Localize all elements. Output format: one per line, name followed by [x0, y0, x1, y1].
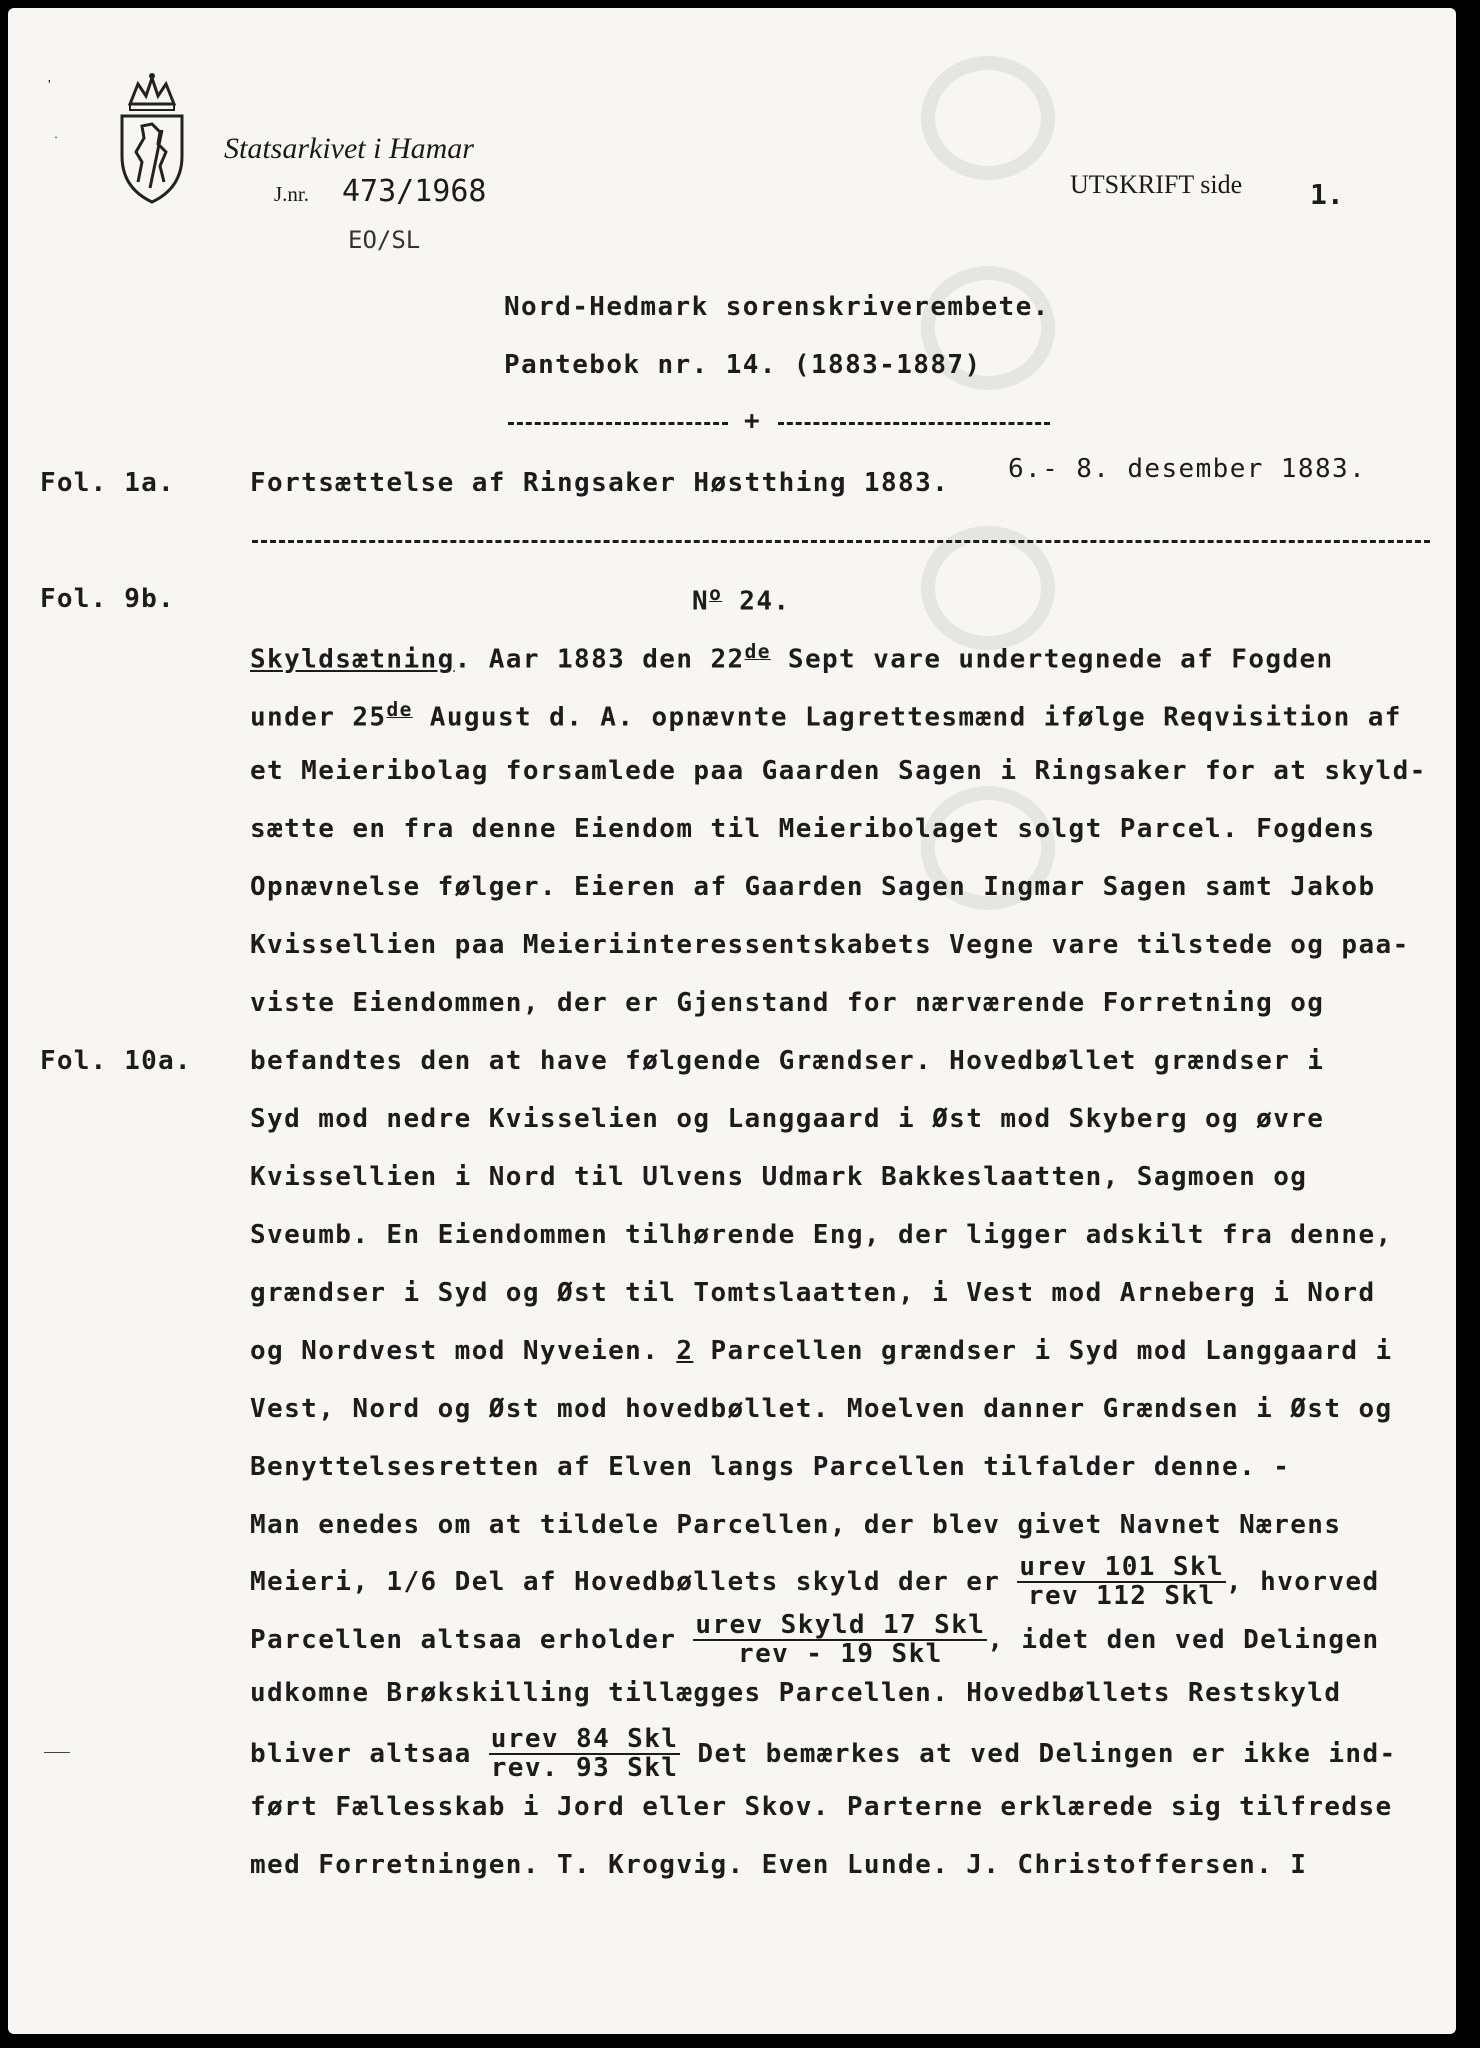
session-title: Fortsættelse af Ringsaker Høstthing 1883. [250, 468, 950, 498]
folio-9b: Fol. 9b. [40, 584, 175, 614]
text-line-18: Parcellen altsaa erholder $\frac{\text{urev Skyld 17 Skl}}{\text{rev - 19 Skl}}$ , idet den ved Delingen [250, 1610, 1380, 1670]
folio-1a: Fol. 1a. [40, 468, 175, 498]
text-line-1: Skyldsætning. Aar 1883 den 22de Sept vare undertegnede af Fogden [250, 640, 1334, 675]
signature-initials: EO/SL [348, 226, 421, 254]
text-line-16: Man enedes om at tildele Parcellen, der blev givet Navnet Nærens [250, 1510, 1342, 1540]
coat-of-arms-icon [116, 70, 188, 210]
paper-sheet [8, 8, 1456, 2034]
text-line-20: bliver altsaa $\frac{\text{urev 84 Skl}}{\text{rev. 93 Skl}}$ Det bemærkes at ved Delingen er ikke ind- [250, 1724, 1397, 1784]
text-line-8: befandtes den at have følgende Grændser. Hovedbøllet grændser i [250, 1046, 1325, 1076]
text-line-5: Opnævnelse følger. Eieren af Gaarden Sagen Ingmar Sagen samt Jakob [250, 872, 1376, 902]
journal-number: 473/1968 [342, 174, 487, 209]
text-line-4: sætte en fra denne Eiendom til Meieribolaget solgt Parcel. Fogdens [250, 814, 1376, 844]
text-line-9: Syd mod nedre Kvisselien og Langgaard i Øst mod Skyberg og øvre [250, 1104, 1325, 1134]
text-line-22: med Forretningen. T. Krogvig. Even Lunde. J. Christoffersen. I [250, 1850, 1308, 1880]
title-divider-left [508, 422, 728, 425]
title-divider-cross: + [744, 406, 762, 436]
office-title: Nord-Hedmark sorenskriverembete. [504, 292, 1050, 322]
mortgage-book-title: Pantebok nr. 14. (1883-1887) [504, 350, 982, 380]
text-line-7: viste Eiendommen, der er Gjenstand for nærværende Forretning og [250, 988, 1325, 1018]
text-line-10: Kvissellien i Nord til Ulvens Udmark Bakkeslaatten, Sagmoen og [250, 1162, 1308, 1192]
text-line-19: udkomne Brøkskilling tillægges Parcellen. Hovedbøllets Restskyld [250, 1678, 1342, 1708]
margin-tick [44, 1752, 70, 1753]
text-line-14: Vest, Nord og Øst mod hovedbøllet. Moelven danner Grændsen i Øst og [250, 1394, 1393, 1424]
fraction-parcel-skyld: $\frac{\text{urev Skyld 17 Skl}}{\text{rev - 19 Skl}}$ [695, 1610, 986, 1670]
page-number: 1. [1310, 178, 1344, 211]
text-line-15: Benyttelsesretten af Elven langs Parcellen tilfalder denne. - [250, 1452, 1291, 1482]
text-line-12: grændser i Syd og Øst til Tomtslaatten, i Vest mod Arneberg i Nord [250, 1278, 1376, 1308]
text-line-21: ført Fællesskab i Jord eller Skov. Parterne erklærede sig tilfredse [250, 1792, 1393, 1822]
journal-label: J.nr. [274, 182, 310, 206]
title-divider-right [778, 422, 1050, 425]
folio-10a: Fol. 10a. [40, 1046, 192, 1076]
fraction-rest-skyld: $\frac{\text{urev 84 Skl}}{\text{rev. 93 Skl}}$ [490, 1724, 679, 1784]
archive-name: Statsarkivet i Hamar [224, 132, 474, 165]
text-line-3: et Meieribolag forsamlede paa Gaarden Sagen i Ringsaker for at skyld- [250, 756, 1427, 786]
margin-mark-1: ' [48, 78, 51, 93]
section-divider [252, 540, 1430, 543]
text-line-17: Meieri, 1/6 Del af Hovedbøllets skyld der er $\frac{\text{urev 101 Skl}}{\text{rev 112 Skl}}$ , hvorved [250, 1552, 1380, 1612]
fraction-hovedbol-skyld: $\frac{\text{urev 101 Skl}}{\text{rev 112 Skl}}$ [1019, 1552, 1225, 1612]
text-line-6: Kvissellien paa Meieriinteressentskabets Vegne vare tilstede og paa- [250, 930, 1410, 960]
text-line-13: og Nordvest mod Nyveien. 2 Parcellen grændser i Syd mod Langgaard i [250, 1336, 1393, 1366]
text-line-11: Sveumb. En Eiendommen tilhørende Eng, der ligger adskilt fra denne, [250, 1220, 1393, 1250]
entry-number: $N^o$ 24. [692, 582, 791, 617]
text-line-2: under 25de August d. A. opnævnte Lagrettesmænd ifølge Reqvisition af [250, 698, 1402, 733]
session-date: 6.- 8. desember 1883. [1008, 454, 1367, 484]
transcript-label: UTSKRIFT side [1070, 170, 1243, 199]
margin-mark-2: · [54, 130, 58, 144]
